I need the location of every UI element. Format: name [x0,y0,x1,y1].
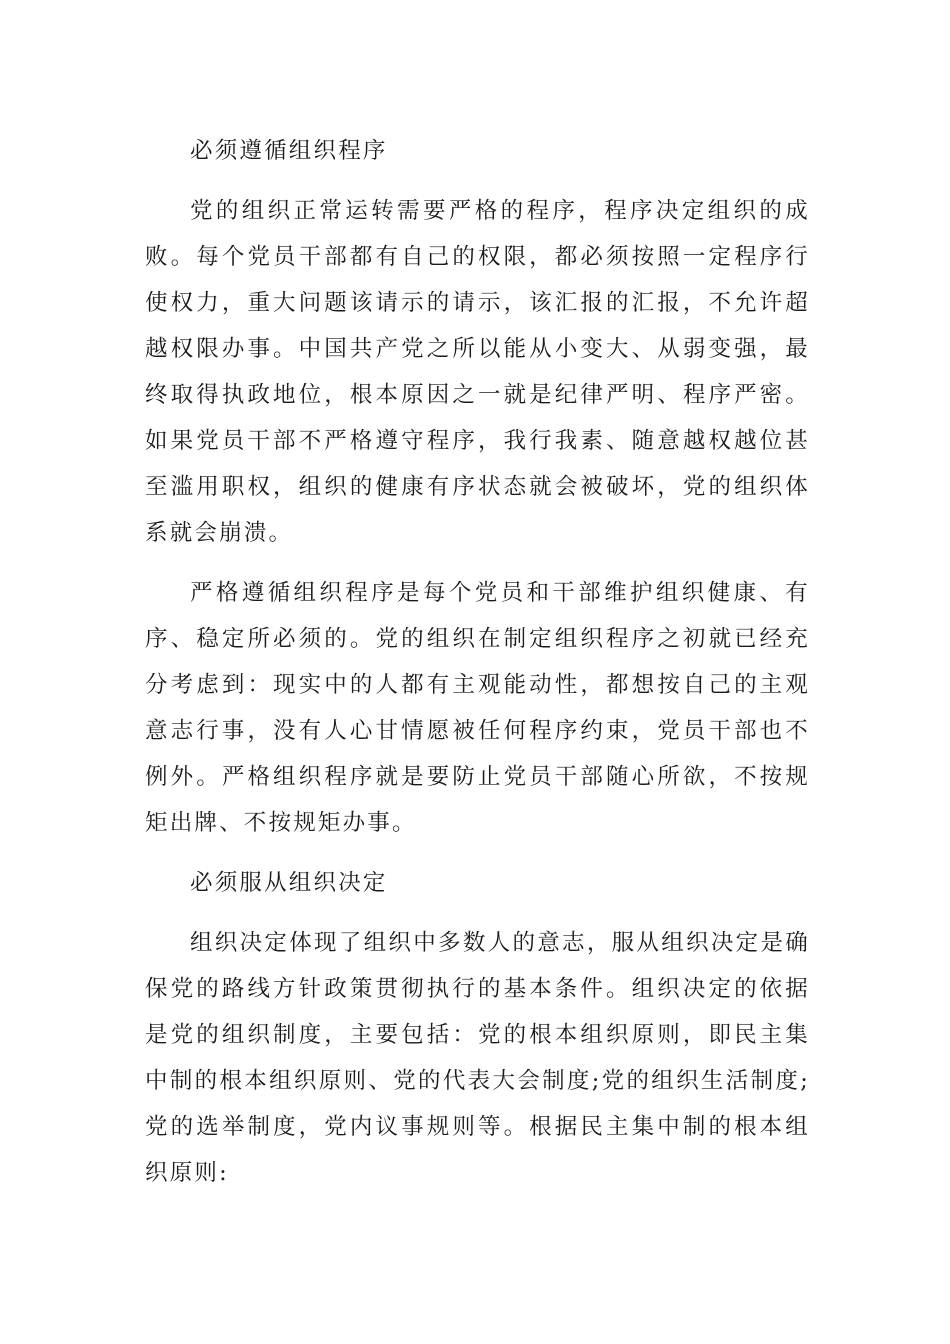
section-heading: 必须服从组织决定 [190,870,388,896]
paragraph: 党的组织正常运转需要严格的程序，程序决定组织的成败。每个党员干部都有自己的权限，都必须按照一定程序行使权力，重大问题该请示的请示，该汇报的汇报，不允许超越权限办事。中国共产党之所以能从小变大、从弱变强，最终取得执政地位，根本原因之一就是纪律严明、程序严密。如果党员干部不严格遵守程序，我行我素、随意越权越位甚至滥用职权，组织的健康有序状态就会被破坏，党的组织体系就会崩溃。 [145,198,810,546]
spacer [145,556,810,570]
paragraph: 严格遵循组织程序是每个党员和干部维护组织健康、有序、稳定所必须的。党的组织在制定组织程序之初就已经充分考虑到：现实中的人都有主观能动性，都想按自己的主观意志行事，没有人心甘情愿被任何程序约束，党员干部也不例外。严格组织程序就是要防止党员干部随心所欲，不按规矩出牌、不按规矩办事。 [145,580,810,836]
spacer [145,846,810,860]
paragraph: 组织决定体现了组织中多数人的意志，服从组织决定是确保党的路线方针政策贯彻执行的基本条件。组织决定的依据是党的组织制度，主要包括：党的根本组织原则，即民主集中制的根本组织原则、党的代表大会制度;党的组织生活制度;党的选举制度，党内议事规则等。根据民主集中制的根本组织原则: [145,930,810,1186]
spacer [145,174,810,188]
spacer [145,906,810,920]
document-body [145,128,810,1196]
section-heading: 必须遵循组织程序 [190,138,388,164]
